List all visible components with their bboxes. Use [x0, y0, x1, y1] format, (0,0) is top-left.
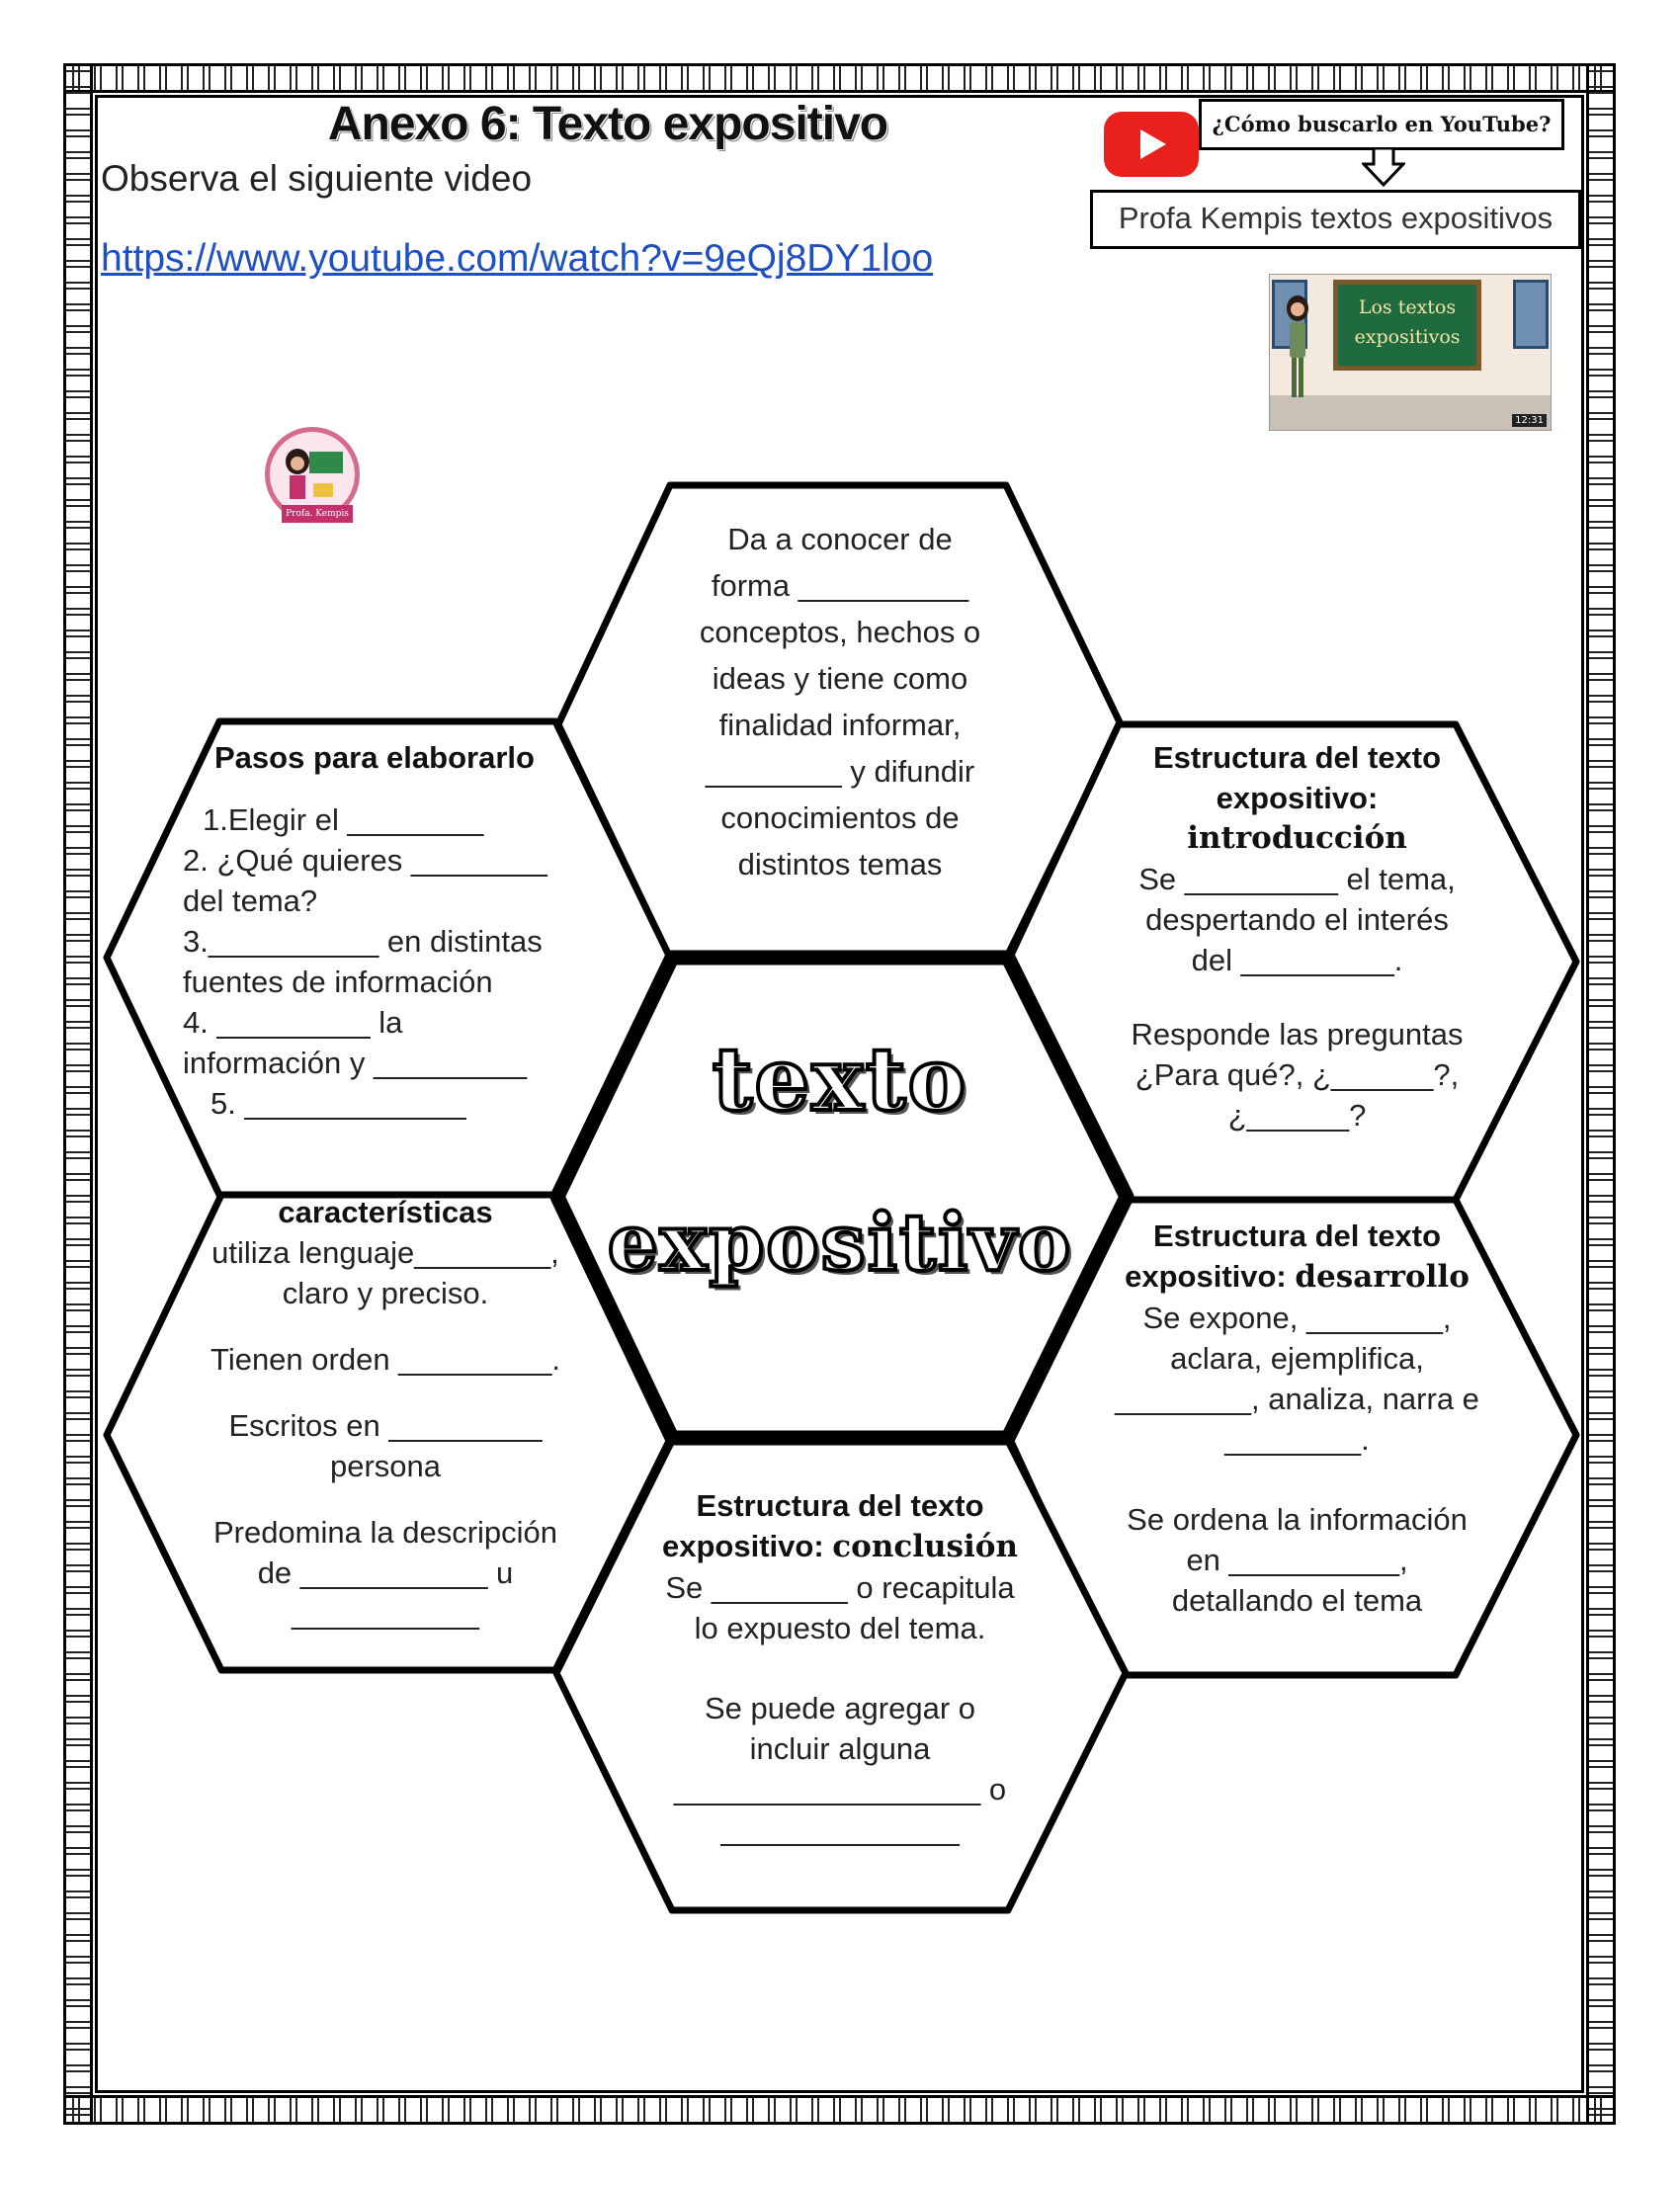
- left-bottom-hex-text: [173, 1192, 598, 1634]
- thumb-title-2: expositivos: [1354, 326, 1461, 348]
- text-line: conceptos, hechos o: [699, 615, 981, 649]
- text-line: ¿______?: [1227, 1098, 1367, 1133]
- hex-heading: Estructura del texto: [696, 1488, 984, 1523]
- text-line: 1.Elegir el ________: [203, 802, 484, 837]
- text-line: información y _________: [183, 1046, 528, 1080]
- text-line: ______________: [720, 1812, 960, 1847]
- text-line: distintos temas: [737, 847, 943, 882]
- text-line: 4. _________ la: [183, 1005, 403, 1040]
- hex-heading: Estructura del texto: [1152, 740, 1442, 775]
- text-line: finalidad informar,: [718, 708, 962, 742]
- text-line: __________________ o: [673, 1772, 1007, 1807]
- video-duration: 12:31: [1512, 414, 1547, 427]
- text-line: forma __________: [711, 568, 969, 603]
- hex-heading-emphasis: desarrollo: [1295, 1259, 1470, 1295]
- text-line: conocimientos de: [720, 800, 960, 835]
- text-line: del tema?: [183, 883, 318, 918]
- hex-heading: características: [278, 1195, 493, 1229]
- text-line: Se ordena la información: [1127, 1502, 1468, 1537]
- center-word-2: expositivo: [607, 1196, 1073, 1289]
- top-hex-text: [632, 516, 1048, 887]
- text-line: 3.__________ en distintas: [183, 924, 543, 959]
- right-top-hex-text: [1087, 737, 1507, 1135]
- text-line: ___________: [292, 1596, 479, 1631]
- text-line: incluir alguna: [749, 1731, 931, 1766]
- text-line: Escritos en _________: [228, 1408, 543, 1443]
- text-line: claro y preciso.: [282, 1276, 489, 1310]
- page-title: Anexo 6: Texto expositivo: [327, 98, 888, 150]
- text-line: de ___________ u: [257, 1555, 514, 1590]
- hex-heading: Pasos para elaborarlo: [214, 740, 535, 775]
- right-bottom-hex-text: [1087, 1216, 1507, 1621]
- hex-heading: expositivo:: [662, 1529, 833, 1563]
- text-line: ideas y tiene como: [712, 661, 968, 696]
- text-line: aclara, ejemplifica,: [1170, 1341, 1424, 1376]
- left-top-hex-text: [183, 737, 578, 1124]
- text-line: despertando el interés: [1145, 902, 1449, 937]
- text-line: en __________,: [1186, 1543, 1408, 1577]
- video-link[interactable]: https://www.youtube.com/watch?v=9eQj8DY1loo: [101, 237, 934, 280]
- instruction-text: Observa el siguiente video: [101, 158, 533, 199]
- text-line: Se puede agregar o: [704, 1691, 976, 1725]
- text-line: utiliza lenguaje________,: [211, 1235, 559, 1270]
- text-line: 2. ¿Qué quieres ________: [183, 843, 547, 878]
- text-line: Responde las preguntas: [1131, 1017, 1464, 1051]
- text-line: persona: [329, 1449, 442, 1483]
- text-line: ¿Para qué?, ¿______?,: [1134, 1057, 1460, 1092]
- hex-heading-emphasis: conclusión: [832, 1529, 1018, 1564]
- text-line: Se _________ el tema,: [1138, 862, 1456, 896]
- bottom-hex-text: [632, 1485, 1048, 1850]
- text-line: Se ________ o recapitula: [665, 1570, 1015, 1605]
- text-line: lo expuesto del tema.: [694, 1611, 986, 1645]
- text-line: Se expone, ________,: [1142, 1301, 1452, 1335]
- youtube-search-text: Profa Kempis textos expositivos: [1090, 190, 1581, 249]
- badge-label: Profa. Kempis: [282, 505, 353, 523]
- hex-heading: expositivo:: [1216, 781, 1379, 815]
- text-line: detallando el tema: [1171, 1583, 1423, 1618]
- youtube-callout: ¿Cómo buscarlo en YouTube?: [1199, 99, 1564, 150]
- text-line: ________, analiza, narra e: [1115, 1382, 1479, 1416]
- hex-heading: Estructura del texto: [1152, 1219, 1442, 1253]
- text-line: Tienen orden _________.: [210, 1342, 560, 1377]
- text-line: fuentes de información: [183, 965, 493, 999]
- hex-heading: expositivo:: [1125, 1259, 1296, 1294]
- text-line: ________.: [1224, 1422, 1370, 1457]
- hex-heading-emphasis: introducción: [1187, 820, 1407, 856]
- text-line: Predomina la descripción: [212, 1515, 558, 1550]
- thumb-title-1: Los textos: [1358, 296, 1457, 318]
- text-line: Da a conocer de: [727, 522, 953, 556]
- text-line: 5. _____________: [210, 1086, 466, 1121]
- center-word-1: texto: [712, 1028, 968, 1131]
- text-line: ________ y difundir: [705, 754, 975, 789]
- text-line: del _________.: [1191, 943, 1403, 977]
